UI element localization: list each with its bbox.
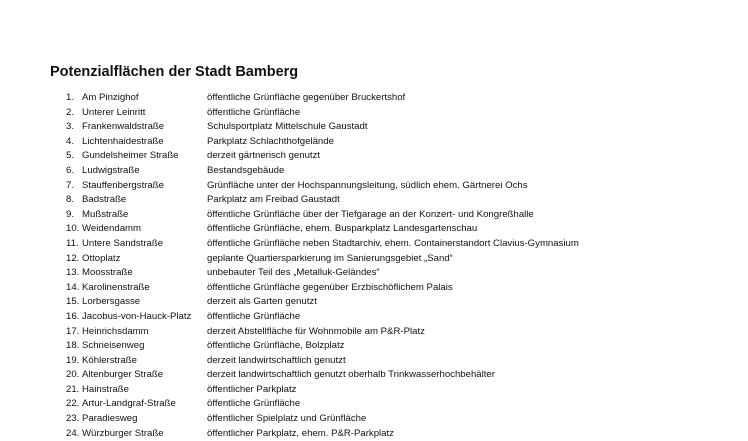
site-list bbox=[0, 91, 748, 441]
item-number: 1. bbox=[66, 92, 75, 103]
item-street: Lichtenhaidestraße bbox=[82, 135, 164, 147]
item-street: Heinrichsdamm bbox=[82, 325, 149, 337]
item-street: Karolinenstraße bbox=[82, 281, 150, 293]
item-street: Altenburger Straße bbox=[82, 369, 164, 381]
item-number: 17. bbox=[66, 325, 80, 337]
item-number: 8. bbox=[66, 194, 75, 206]
item-number: 24. bbox=[66, 427, 80, 439]
item-number: 19. bbox=[66, 354, 80, 366]
list-item bbox=[0, 354, 748, 369]
list-item bbox=[0, 193, 748, 208]
item-street: Paradiesweg bbox=[82, 413, 138, 425]
list-item bbox=[0, 295, 748, 310]
item-number: 9. bbox=[66, 208, 75, 220]
item-number: 21. bbox=[66, 383, 80, 395]
item-number: 5. bbox=[66, 150, 75, 162]
item-description: Grünfläche unter der Hochspannungsleitung, südlich ehem. Gärtnerei Ochs bbox=[207, 179, 528, 191]
item-number: 10. bbox=[66, 223, 80, 235]
item-street: Würzburger Straße bbox=[82, 427, 164, 439]
item-description: öffentliche Grünfläche, ehem. Busparkplatz Landesgartenschau bbox=[207, 223, 478, 235]
item-description: öffentliche Grünfläche gegenüber Bruckertshof bbox=[207, 92, 406, 103]
list-item bbox=[0, 179, 748, 194]
item-description: Bestandsgebäude bbox=[207, 164, 285, 176]
item-description: derzeit landwirtschaftlich genutzt oberhalb Trinkwasserhochbehälter bbox=[207, 369, 495, 381]
item-number: 11. bbox=[66, 237, 79, 249]
list-item bbox=[0, 310, 748, 325]
item-number: 18. bbox=[66, 340, 80, 352]
item-description: öffentlicher Parkplatz, ehem. P&R-Parkplatz bbox=[207, 427, 394, 439]
item-street: Moosstraße bbox=[82, 267, 133, 279]
item-street: Untere Sandstraße bbox=[82, 237, 164, 249]
item-number: 12. bbox=[66, 252, 80, 264]
item-number: 16. bbox=[66, 310, 80, 322]
item-number: 2. bbox=[66, 106, 75, 118]
list-item bbox=[0, 397, 748, 412]
item-street: Gundelsheimer Straße bbox=[82, 150, 179, 162]
item-street: Köhlerstraße bbox=[82, 354, 137, 366]
list-item bbox=[0, 149, 748, 164]
item-description: derzeit Abstellfläche für Wohnmobile am P&R-Platz bbox=[207, 325, 425, 337]
item-description: derzeit landwirtschaftlich genutzt bbox=[207, 354, 346, 366]
item-description: öffentliche Grünfläche bbox=[207, 398, 301, 410]
item-number: 20. bbox=[66, 369, 80, 381]
list-item bbox=[0, 208, 748, 223]
item-street: Frankenwaldstraße bbox=[82, 121, 165, 133]
item-number: 7. bbox=[66, 179, 75, 191]
item-street: Jacobus-von-Hauck-Platz bbox=[82, 310, 192, 322]
list-item bbox=[0, 222, 748, 237]
item-number: 22. bbox=[66, 398, 80, 410]
item-description: öffentlicher Parkplatz bbox=[207, 383, 297, 395]
item-number: 23. bbox=[66, 413, 80, 425]
item-description: Parkplatz Schlachthofgelände bbox=[207, 135, 334, 147]
item-number: 14. bbox=[66, 281, 80, 293]
item-description: öffentliche Grünfläche neben Stadtarchiv, ehem. Containerstandort Clavius-Gymnasium bbox=[207, 237, 579, 249]
item-number: 15. bbox=[66, 296, 80, 308]
item-number: 6. bbox=[66, 164, 75, 176]
item-description: derzeit als Garten genutzt bbox=[207, 296, 317, 308]
list-item bbox=[0, 412, 748, 427]
list-item bbox=[0, 383, 748, 398]
item-description: Schulsportplatz Mittelschule Gaustadt bbox=[207, 121, 368, 133]
item-description: derzeit gärtnerisch genutzt bbox=[207, 150, 321, 162]
list-item bbox=[0, 164, 748, 179]
list-item bbox=[0, 281, 748, 296]
list-item bbox=[0, 339, 748, 354]
item-number: 4. bbox=[66, 135, 75, 147]
list-item bbox=[0, 325, 748, 340]
item-street: Badstraße bbox=[82, 194, 127, 206]
item-description: unbebauter Teil des „Metalluk-Geländes“ bbox=[207, 267, 380, 279]
item-street: Unterer Leinritt bbox=[82, 106, 146, 118]
item-description: öffentliche Grünfläche über der Tiefgarage an der Konzert- und Kongreßhalle bbox=[207, 208, 534, 220]
list-item bbox=[0, 135, 748, 150]
list-item bbox=[0, 252, 748, 267]
list-item bbox=[0, 91, 748, 106]
item-description: öffentliche Grünfläche bbox=[207, 310, 301, 322]
list-item bbox=[0, 427, 748, 441]
item-description: öffentliche Grünfläche gegenüber Erzbischöflichem Palais bbox=[207, 281, 453, 293]
item-street: Stauffenbergstraße bbox=[82, 179, 164, 191]
item-description: öffentliche Grünfläche, Bolzplatz bbox=[207, 340, 345, 352]
item-street: Ludwigstraße bbox=[82, 164, 140, 176]
item-street: Schneisenweg bbox=[82, 340, 145, 352]
list-item bbox=[0, 237, 748, 252]
item-street: Lorbersgasse bbox=[82, 296, 141, 308]
item-description: öffentlicher Spielplatz und Grünfläche bbox=[207, 413, 367, 425]
item-street: Hainstraße bbox=[82, 383, 129, 395]
list-item bbox=[0, 106, 748, 121]
item-street: Ottoplatz bbox=[82, 252, 121, 264]
item-number: 13. bbox=[66, 267, 80, 279]
item-description: geplante Quartiersparkierung im Sanierungsgebiet „Sand“ bbox=[207, 252, 453, 264]
list-item bbox=[0, 120, 748, 135]
item-street: Artur-Landgraf-Straße bbox=[82, 398, 176, 410]
item-description: öffentliche Grünfläche bbox=[207, 106, 301, 118]
item-description: Parkplatz am Freibad Gaustadt bbox=[207, 194, 340, 206]
item-street: Weidendamm bbox=[82, 223, 142, 235]
page-title: Potenzialflächen der Stadt Bamberg bbox=[50, 64, 299, 80]
item-street: Mußstraße bbox=[82, 208, 129, 220]
item-street: Am Pinzighof bbox=[82, 92, 139, 103]
item-number: 3. bbox=[66, 121, 75, 133]
list-item bbox=[0, 368, 748, 383]
list-item bbox=[0, 266, 748, 281]
